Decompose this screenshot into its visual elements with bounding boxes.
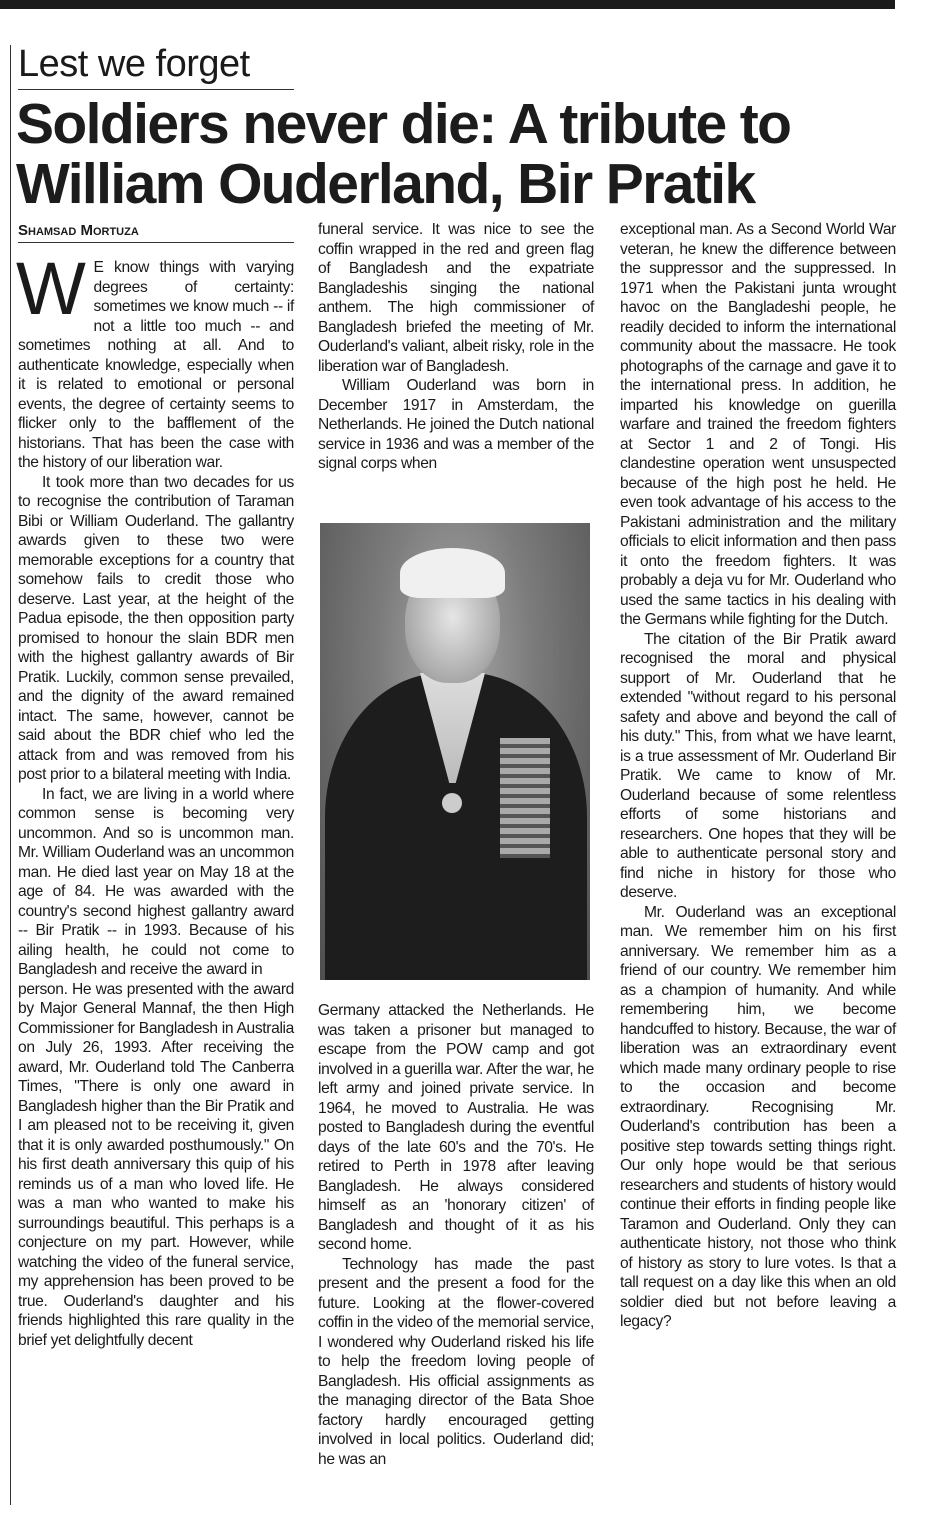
headline-line-1: Soldiers never die: A tribute to [16,92,791,156]
left-column-rule [10,45,11,1505]
paragraph [16,247,294,473]
paragraph: exceptional man. As a Second World War veteran, he knew the difference between the suppressor and the suppressed. In 1971 when the Pakistani junta wrought havoc on the Bangladeshi people, he readily decided to inform the international community about the massacre. He took photographs of the carnage and gave it to the international press. In addition, he imparted his knowledge on guerilla warfare and trained the freedom fighters at Sector 1 and 2 of Tongi. His clandestine operation went unsuspected because of the high post he held. He even took advantage of his access to the Pakistani administration and the military officials to elicit information and then pass it onto the freedom fighters. It was probably a deja vu for Mr. Ouderland who used the same tactics in his dealing with the Germans while fighting for the Dutch. [620,221,896,628]
headline-line-2: William Ouderland, Bir Pratik [16,152,755,216]
paragraph: William Ouderland was born in December 1917 in Amsterdam, the Netherlands. He joined the Dutch national service in 1936 and was a member of the signal corps when [318,377,594,472]
column-1 [16,247,294,1350]
byline: Shamsad Mortuza [18,222,139,239]
drop-cap: W [16,247,86,330]
paragraph: Mr. Ouderland was an exceptional man. We remember him on his first anniversary. We remember him as a friend of our country. We remember him as a champion of humanity. And while remembering him, we become handcuffed to history. Because, the war of liberation was an extraordinary event which made many ordinary people to rise to the occasion and become extraordinary. Recognising Mr. Ouderland's contribution has been a positive step towards setting things right. Our only hope would be that serious researchers and students of history would continue their efforts in finding people like Taramon and Ouderland. Only they can authenticate history, not those who think of history as story to lure votes. Is that a tall request on a day like this when an old soldier died but not before leaving a legacy? [620,903,896,1330]
paragraph: person. He was presented with the award by Major General Mannaf, the then High Commissioner for Bangladesh in Australia on July 26, 1993. After receiving the award, Mr. Ouderland told The Canberra Times, "There is only one award in Bangladesh higher than the Bir Pratik and I am pleased not to be receiving it, given that it is only awarded posthumously." On his first death anniversary this quip of his reminds us of a man who loved life. He was a man who wanted to make his surroundings beautiful. This perhaps is a conjecture on my part. However, while watching the video of the funeral service, my apprehension has been proved to be true. Ouderland's daughter and his friends highlighted this rare quality in the brief yet delightfully decent [18,980,294,1349]
column-3 [620,220,896,1332]
byline-divider [18,242,294,243]
photo-ribbons [500,738,550,858]
paragraph: It took more than two decades for us to recognise the contribution of Taraman Bibi or William Ouderland. The gallantry awards given to these two were memorable exceptions for a country that somehow fails to credit those who deserve. Last year, at the height of the Padua episode, the then opposition party promised to honour the slain BDR men with the highest gallantry awards of Bir Pratik. Luckily, common sense prevailed, and the dignity of the award remained intact. The same, however, cannot be said about the BDR chief who led the attack from and was removed from his post prior to a bilateral meeting with India. [18,473,294,783]
paragraph: funeral service. It was nice to see the coffin wrapped in the red and green flag of Bangladesh and the expatriate Bangladeshis singing the national anthem. The high commissioner of Bangladesh briefed the meeting of Mr. Ouderland's valiant, albeit risky, role in the liberation war of Bangladesh. [318,221,594,375]
paragraph-text: E know things with varying degrees of certainty: sometimes we know much -- if not a little too much -- and sometimes nothing at all. And to authenticate knowledge, especially when it is related to emotional or personal events, the degree of certainty seems to flicker only to the bafflement of the historians. That has been the case with the history of our liberation war. [18,259,294,471]
paragraph: Technology has made the past present and the present a food for the future. Looking at the flower-covered coffin in the video of the memorial service, I wondered why Ouderland risked his life to help the freedom loving people of Bangladesh. His official assignments as the managing director of the Bata Shoe factory hardly encouraged getting involved in local politics. Ouderland did; he was an [318,1255,594,1468]
paragraph: Germany attacked the Netherlands. He was taken a prisoner but managed to escape from the POW camp and got involved in a guerilla war. After the war, he left army and joined private service. In 1964, he moved to Australia. He was posted to Bangladesh during the eventful days of the late 60's and the 70's. He retired to Perth in 1978 after leaving Bangladesh. He always considered himself as an 'honorary citizen' of Bangladesh and thought of it as his second home. [318,1002,594,1253]
kicker-divider [18,89,294,90]
headline [16,94,916,214]
photo-medal [442,793,462,813]
section-kicker: Lest we forget [18,43,250,85]
column-2-top [318,220,594,474]
photo-hair [400,548,505,598]
portrait-photo-icon [320,523,590,980]
column-2-bottom [318,1001,594,1469]
paragraph: The citation of the Bir Pratik award recognised the moral and physical support of Mr. Ouderland that he extended "without regard to his personal safety and above and beyond the call of his duty." This, from what we have learnt, is a true assessment of Mr. Ouderland Bir Pratik. We came to know of Mr. Ouderland because of some relentless efforts of some historians and researchers. One hopes that they will be able to authenticate personal story and find niche in history for those who deserve. [620,630,896,901]
top-rule [0,0,895,9]
paragraph: In fact, we are living in a world where common sense is becoming very uncommon. And so is uncommon man. Mr. William Ouderland was an uncommon man. He died last year on May 18 at the age of 84. He was awarded with the country's second highest gallantry award -- Bir Pratik -- in 1993. Because of his ailing health, he could not come to Bangladesh and receive the award in [18,785,294,978]
